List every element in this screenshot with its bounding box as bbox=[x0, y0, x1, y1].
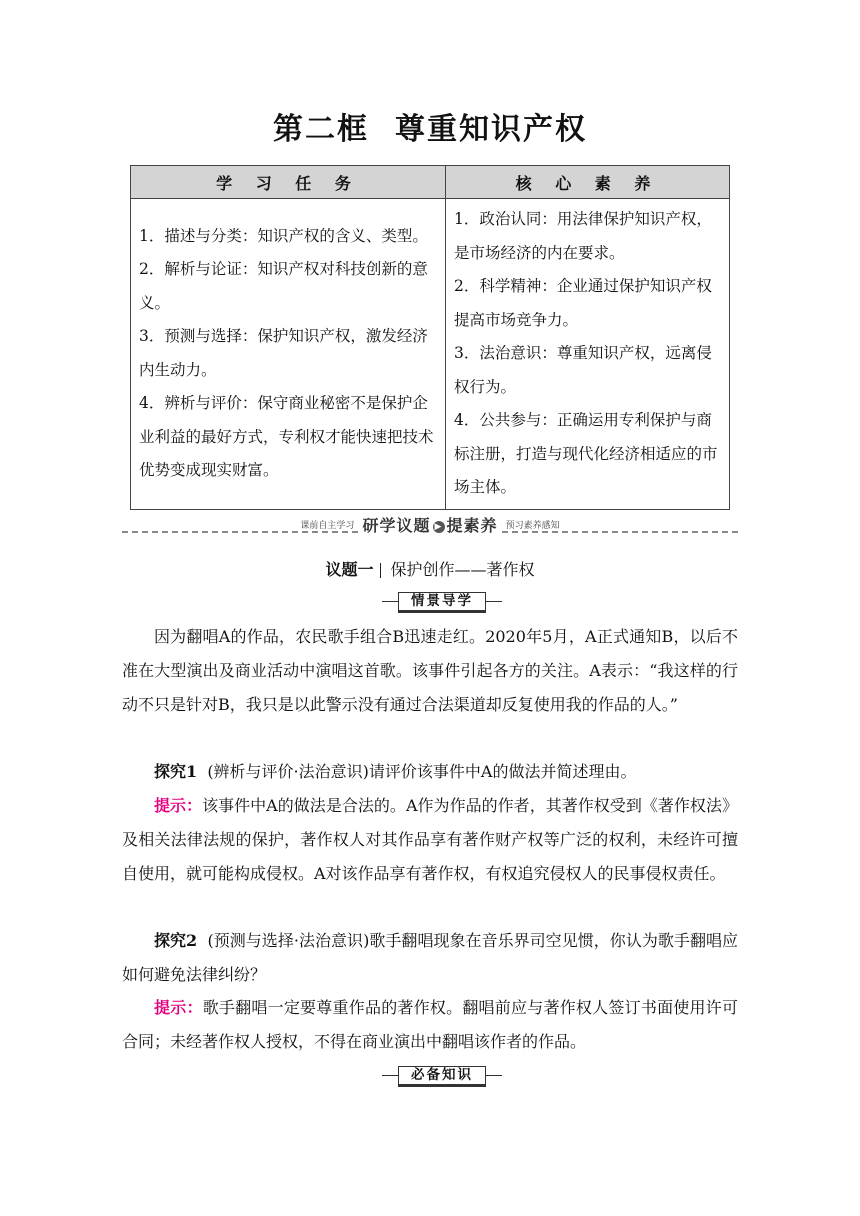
learning-task-item: 2．解析与论证：知识产权对科技创新的意义。 bbox=[139, 260, 428, 312]
exploration-1-label: 探究1 bbox=[154, 762, 198, 781]
exploration-1-hint bbox=[122, 789, 738, 890]
knowledge-tag-label: 必备知识 bbox=[398, 1066, 486, 1087]
topic-label: 议题一 bbox=[325, 560, 374, 579]
exploration-2-hint-label: 提示： bbox=[154, 998, 203, 1017]
topic-divider bbox=[380, 563, 381, 578]
banner-title-right: 提素养 bbox=[446, 516, 498, 535]
learning-task-item: 1．描述与分类：知识产权的含义、类型。 bbox=[139, 226, 428, 245]
core-literacy-item: 3．法治意识：尊重知识产权，远离侵权行为。 bbox=[454, 344, 712, 396]
scenario-tag bbox=[382, 590, 502, 612]
table-header-learning-tasks: 学 习 任 务 bbox=[131, 166, 446, 199]
exploration-2-label: 探究2 bbox=[154, 931, 198, 950]
core-literacy-item: 2．科学精神：企业通过保护知识产权提高市场竞争力。 bbox=[454, 277, 712, 329]
banner-right-caption: 预习素养感知 bbox=[505, 521, 560, 531]
table-header-core-literacy: 核 心 素 养 bbox=[446, 166, 730, 199]
learning-task-item: 4．辨析与评价：保守商业秘密不是保护企业利益的最好方式，专利权才能快速把技术优势变成现实财富。 bbox=[139, 394, 434, 480]
core-literacy-item: 4．公共参与：正确运用专利保护与商标注册，打造与现代化经济相适应的市场主体。 bbox=[454, 411, 718, 496]
exploration-1-text: (辨析与评价·法治意识)请评价该事件中A的做法并简述理由。 bbox=[207, 762, 637, 781]
scenario-paragraph: 因为翻唱A的作品，农民歌手组合B迅速走红。2020年5月，A正式通知B，以后不准在大型演出及商业活动中演唱这首歌。该事件引起各方的关注。A表示：“我这样的行动不只是针对B，我只是以此警示没有通过合法渠道却反复使用我的作品的人。” bbox=[122, 627, 738, 714]
banner-left-caption: 课前自主学习 bbox=[300, 521, 355, 531]
banner-title bbox=[359, 516, 500, 535]
section-banner bbox=[122, 513, 738, 535]
objectives-table bbox=[130, 165, 730, 510]
core-literacy-cell bbox=[446, 199, 730, 510]
exploration-2-text: (预测与选择·法治意识)歌手翻唱现象在音乐界司空见惯，你认为歌手翻唱应如何避免法律纠纷？ bbox=[122, 931, 739, 984]
page-title-part2: 尊重知识产权 bbox=[395, 112, 587, 147]
exploration-2-hint-text: 歌手翻唱一定要尊重作品的著作权。翻唱前应与著作权人签订书面使用许可合同；未经著作权人授权，不得在商业演出中翻唱该作者的作品。 bbox=[122, 998, 738, 1051]
exploration-2-hint bbox=[122, 991, 738, 1059]
page-title bbox=[0, 104, 860, 148]
exploration-1-hint-label: 提示： bbox=[154, 796, 203, 815]
topic-text: 保护创作——著作权 bbox=[390, 560, 535, 579]
page-title-part1: 第二框 bbox=[273, 112, 369, 147]
exploration-2-question bbox=[122, 924, 738, 992]
learning-tasks-cell bbox=[131, 199, 446, 510]
arrow-right-icon: ▶ bbox=[433, 521, 445, 533]
knowledge-tag bbox=[382, 1064, 502, 1086]
scenario-tag-label: 情景导学 bbox=[398, 592, 486, 613]
banner-title-left: 研学议题 bbox=[362, 516, 431, 535]
exploration-1-hint-text: 该事件中A的做法是合法的。A作为作品的作者，其著作权受到《著作权法》及相关法律法规的保护，著作权人对其作品享有著作财产权等广泛的权利，未经许可擅自使用，就可能构成侵权。A对该作品享有著作权，有权追究侵权人的民事侵权责任。 bbox=[122, 796, 738, 883]
topic-heading bbox=[0, 557, 860, 580]
exploration-1-question bbox=[122, 755, 738, 789]
core-literacy-item: 1．政治认同：用法律保护知识产权，是市场经济的内在要求。 bbox=[454, 210, 712, 262]
learning-task-item: 3．预测与选择：保护知识产权，激发经济内生动力。 bbox=[139, 327, 428, 379]
